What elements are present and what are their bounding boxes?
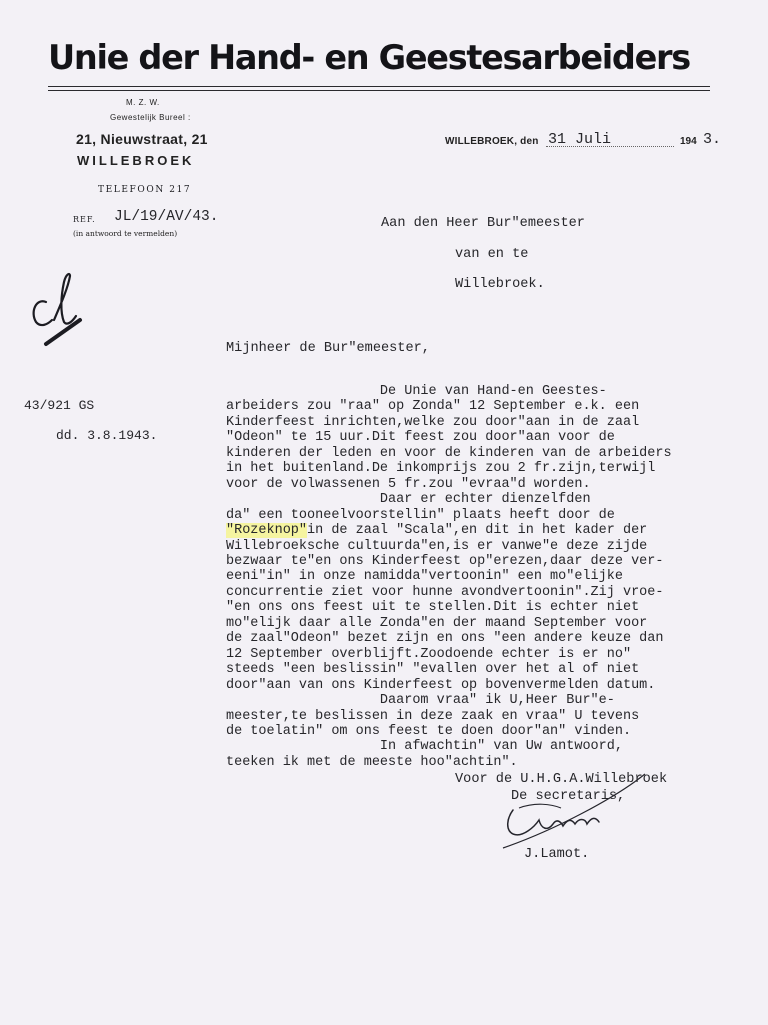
body-line: door"aan van ons Kinderfeest op bovenvermelden datum. [226, 677, 656, 693]
recipient-line-1: Aan den Heer Bur"emeester [381, 216, 585, 231]
body-line: teeken ik met de meeste hoo"achtin". [226, 754, 518, 770]
dateline-dotted-line [546, 146, 674, 147]
ref-value: JL/19/AV/43. [114, 209, 219, 225]
body-line: meester,te beslissen in deze zaak en vraa" U tevens [226, 708, 640, 724]
mzw-label: M. Z. W. [126, 98, 160, 107]
signature [495, 768, 665, 853]
office-address: 21, Nieuwstraat, 21 [76, 131, 208, 147]
body-line: de toelatin" om ons feest te doen door"an" vinden. [226, 723, 632, 739]
body-line: concurrentie ziet voor hunne avondvertoonin".Zij vroe- [226, 584, 664, 600]
body-line: in de zaal "Scala",en dit in het kader der [307, 523, 648, 539]
recipient-line-3: Willebroek. [455, 277, 545, 292]
highlighted-name: "Rozeknop" [226, 523, 308, 539]
body-line: Daar er echter dienzelfden [226, 492, 591, 508]
signer-name: J.Lamot. [524, 847, 590, 862]
office-label: Gewestelijk Bureel : [110, 113, 191, 122]
body-line: da" een tooneelvoorstellin" plaats heeft door de [226, 507, 615, 523]
body-line: In afwachtin" van Uw antwoord, [226, 739, 623, 755]
body-line: mo"elijk daar alle Zonda"en der maand September voor [226, 615, 648, 631]
office-town: WILLEBROEK [77, 153, 195, 168]
body-line: "en ons ons feest uit te stellen.Dit is echter niet [226, 600, 640, 616]
dateline-year-prefix: 194 [680, 136, 697, 147]
body-line: steeds "een beslissin" "evallen over het al of niet [226, 662, 640, 678]
closing-title: De secretaris, [511, 789, 626, 804]
salutation: Mijnheer de Bur"emeester, [226, 341, 430, 356]
header-rule-bottom [48, 90, 710, 91]
ref-label: REF. [73, 215, 96, 224]
body-line: bezwaar te"en ons Kinderfeest op"erezen,daar deze ver- [226, 553, 664, 569]
ref-note: (in antwoord te vermelden) [73, 229, 178, 238]
body-line: in het buitenland.De inkomprijs zou 2 fr.zijn,terwijl [226, 461, 656, 477]
body-line: voor de volwassenen 5 fr.zou "evraa"d worden. [226, 476, 591, 492]
body-line: Willebroeksche cultuurda"en,is er vanwe"e deze zijde [226, 538, 648, 554]
dateline-place: WILLEBROEK, den [445, 136, 539, 147]
letter-body [226, 384, 672, 770]
body-line: de zaal"Odeon" bezet zijn en ons "een andere keuze dan [226, 631, 664, 647]
margin-number: 43/921 GS [24, 398, 95, 413]
phone-number: TELEFOON 217 [98, 185, 192, 195]
dateline-day-month: 31 Juli [548, 131, 612, 148]
body-line: De Unie van Hand-en Geestes- [226, 384, 607, 399]
body-line: Daarom vraa" ik U,Heer Bur"e- [226, 693, 615, 709]
body-line: Kinderfeest inrichten,welke zou door"aan in de zaal [226, 414, 640, 430]
recipient-line-2: van en te [455, 247, 529, 262]
organization-name: Unie der Hand- en Geestesarbeiders [48, 38, 690, 77]
header-rule-top [48, 86, 710, 87]
body-line: "Odeon" te 15 uur.Dit feest zou door"aan voor de [226, 430, 615, 446]
handwritten-initials [24, 270, 86, 350]
body-line: eeni"in" in onze namidda"vertoonin" een mo"elijke [226, 569, 623, 585]
closing-org: Voor de U.H.G.A.Willebroek [455, 772, 668, 787]
margin-date: dd. 3.8.1943. [56, 428, 158, 443]
body-line: arbeiders zou "raa" op Zonda" 12 September e.k. een [226, 399, 640, 415]
body-line: 12 September overblijft.Zoodoende echter is er no" [226, 646, 632, 662]
dateline-year-suffix: 3. [703, 131, 722, 148]
body-line: kinderen der leden en voor de kinderen van de arbeiders [226, 445, 672, 461]
